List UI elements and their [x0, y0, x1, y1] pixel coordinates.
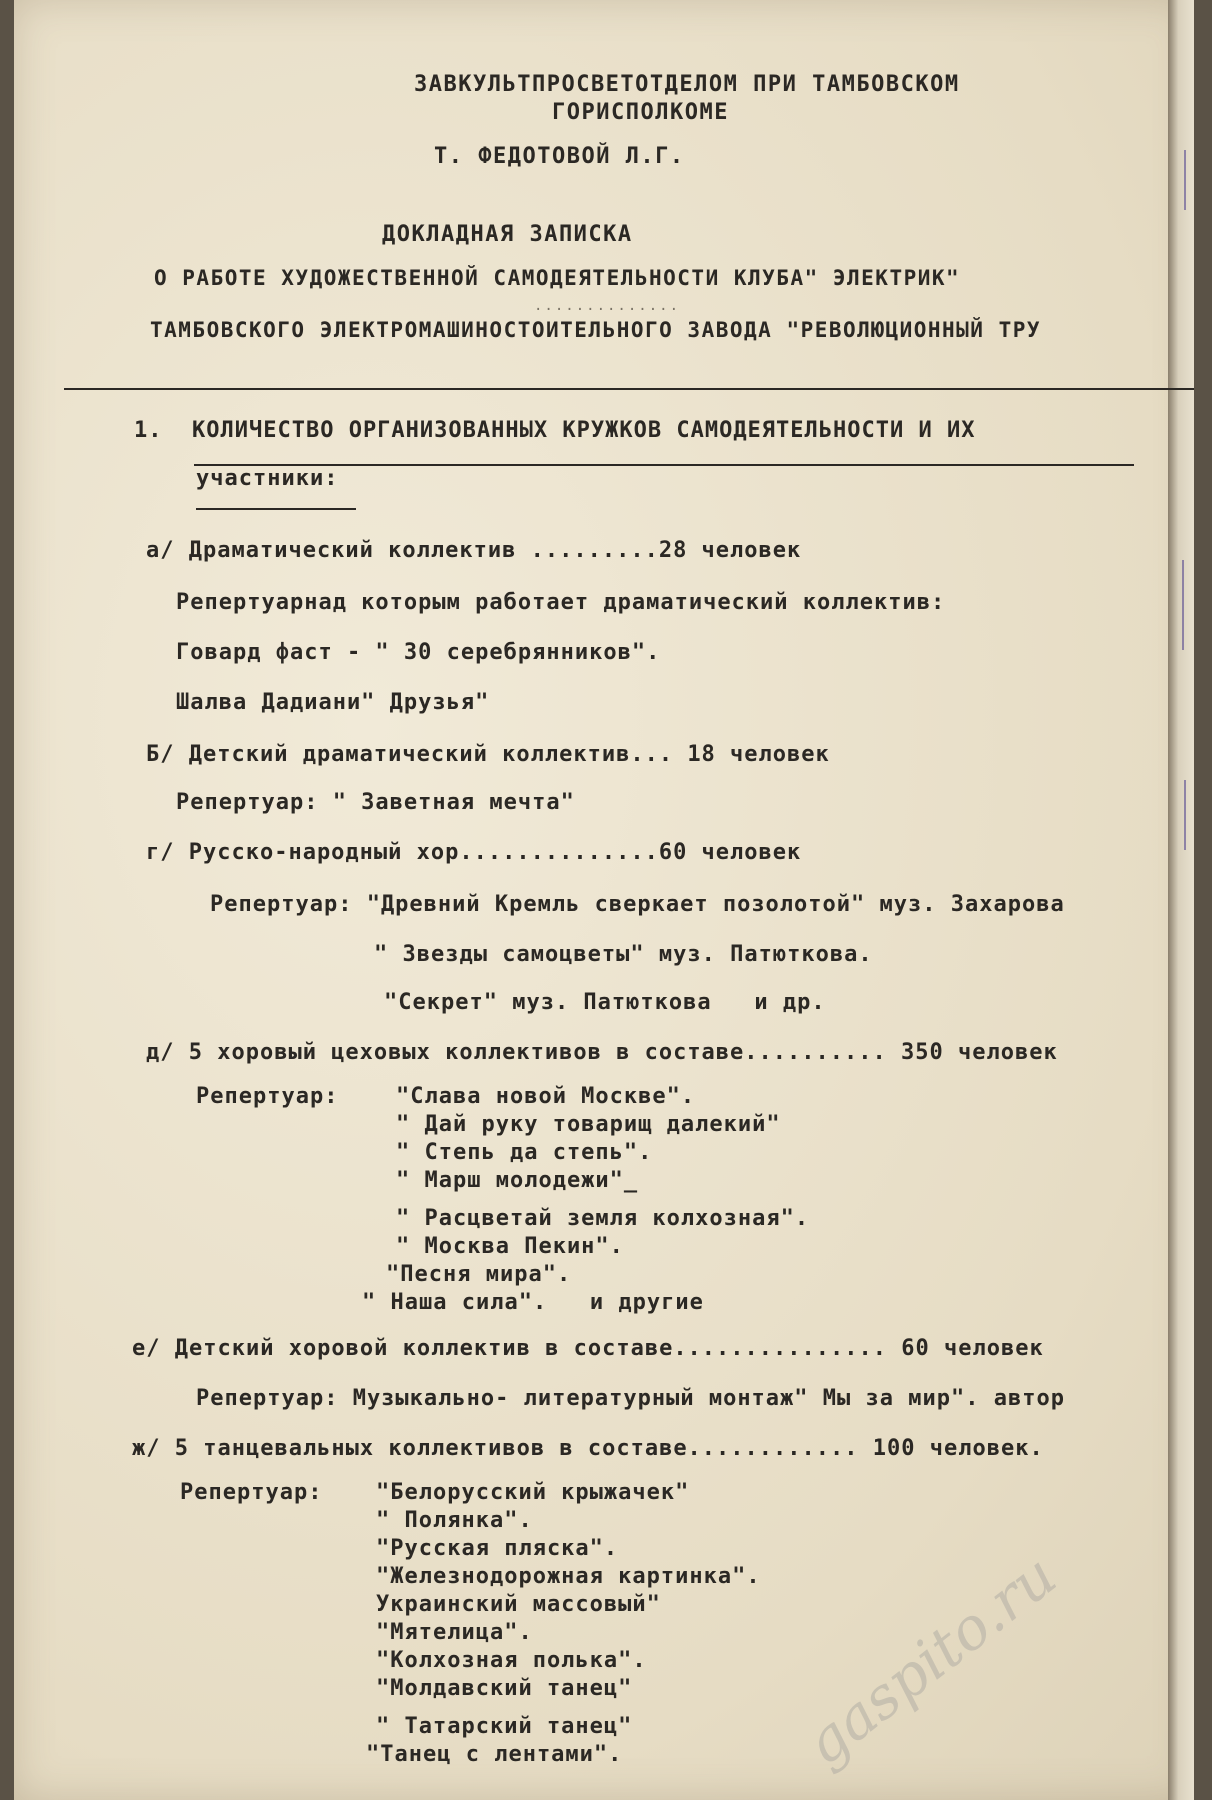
page-binding-edge — [1168, 0, 1194, 1800]
dotted-underline: .............. — [534, 298, 681, 314]
item-zh-repertoire-label: Репертуар: — [180, 1480, 323, 1505]
item-d-song-3: " Степь да степь". — [396, 1140, 653, 1165]
addressee-name: Т. ФЕДОТОВОЙ Л.Г. — [434, 144, 685, 169]
item-d-song-8: " Наша сила". и другие — [362, 1290, 704, 1315]
item-g: г/ Русско-народный хор..............60 человек — [146, 840, 802, 865]
addressee-line-2: ГОРИСПОЛКОМЕ — [552, 100, 729, 125]
section-number: 1. — [134, 418, 163, 443]
addressee-line-1: ЗАВКУЛЬТПРОСВЕТОТДЕЛОМ ПРИ ТАМБОВСКОМ — [414, 72, 960, 97]
item-zh-dance-1: "Белорусский крыжачек" — [376, 1480, 690, 1505]
item-d-song-1: "Слава новой Москве". — [396, 1084, 696, 1109]
item-zh-dance-10: "Танец с лентами". — [366, 1742, 623, 1767]
document-title: ДОКЛАДНАЯ ЗАПИСКА — [382, 222, 633, 247]
item-zh-dance-7: "Колхозная полька". — [376, 1648, 647, 1673]
item-g-song-2: " Звезды самоцветы" муз. Патюткова. — [374, 942, 873, 967]
item-zh: ж/ 5 танцевальных коллективов в составе............ 100 человек. — [132, 1436, 1044, 1461]
item-b: Б/ Детский драматический коллектив... 18 человек — [146, 742, 830, 767]
document-subtitle-2: ТАМБОВСКОГО ЭЛЕКТРОМАШИНОСТОИТЕЛЬНОГО ЗАВОДА "РЕВОЛЮЦИОННЫЙ ТРУ — [150, 318, 1042, 342]
item-d: д/ 5 хоровый цеховых коллективов в составе.......... 350 человек — [146, 1040, 1058, 1065]
item-d-repertoire-label: Репертуар: — [196, 1084, 339, 1109]
item-zh-dance-2: " Полянка". — [376, 1508, 533, 1533]
item-g-song-3: "Секрет" муз. Патюткова и др. — [384, 990, 826, 1015]
item-a: а/ Драматический коллектив .........28 человек — [146, 538, 802, 563]
item-zh-dance-4: "Железнодорожная картинка". — [376, 1564, 761, 1589]
watermark: gaspito.ru — [792, 1541, 1069, 1778]
item-zh-dance-3: "Русская пляска". — [376, 1536, 619, 1561]
section-heading-2-underline — [196, 508, 356, 510]
item-zh-dance-5: Украинский массовый" — [376, 1592, 661, 1617]
item-zh-dance-6: "Мятелица". — [376, 1620, 533, 1645]
item-a-play-1: Говард фаст - " 30 серебрянников". — [176, 640, 661, 665]
header-divider — [64, 388, 1194, 390]
item-a-play-2: Шалва Дадиани" Друзья" — [176, 690, 490, 715]
item-d-song-6: " Москва Пекин". — [396, 1234, 624, 1259]
item-zh-dance-9: " Татарский танец" — [376, 1714, 633, 1739]
item-d-song-5: " Расцветай земля колхозная". — [396, 1206, 810, 1231]
handwriting-mark — [1184, 150, 1186, 210]
handwriting-mark — [1182, 560, 1184, 650]
item-g-repertoire: Репертуар: "Древний Кремль сверкает позолотой" муз. Захарова — [210, 892, 1065, 917]
handwriting-mark — [1184, 780, 1186, 850]
item-d-song-7: "Песня мира". — [386, 1262, 572, 1287]
document-page — [14, 0, 1194, 1800]
item-a-repertoire: Репертуарнад которым работает драматический коллектив: — [176, 590, 946, 615]
section-heading-2: участники: — [196, 466, 339, 491]
document-subtitle-1: О РАБОТЕ ХУДОЖЕСТВЕННОЙ САМОДЕЯТЕЛЬНОСТИ КЛУБА" ЭЛЕКТРИК" — [154, 266, 961, 290]
item-b-repertoire: Репертуар: " Заветная мечта" — [176, 790, 575, 815]
section-heading: КОЛИЧЕСТВО ОРГАНИЗОВАННЫХ КРУЖКОВ САМОДЕЯТЕЛЬНОСТИ И ИХ — [192, 418, 976, 443]
item-d-song-4: " Марш молодежи"_ — [396, 1168, 639, 1193]
item-e-repertoire: Репертуар: Музыкально- литературный монтаж" Мы за мир". автор — [196, 1386, 1065, 1411]
item-zh-dance-8: "Молдавский танец" — [376, 1676, 633, 1701]
item-d-song-2: " Дай руку товарищ далекий" — [396, 1112, 781, 1137]
item-e: е/ Детский хоровой коллектив в составе............... 60 человек — [132, 1336, 1044, 1361]
